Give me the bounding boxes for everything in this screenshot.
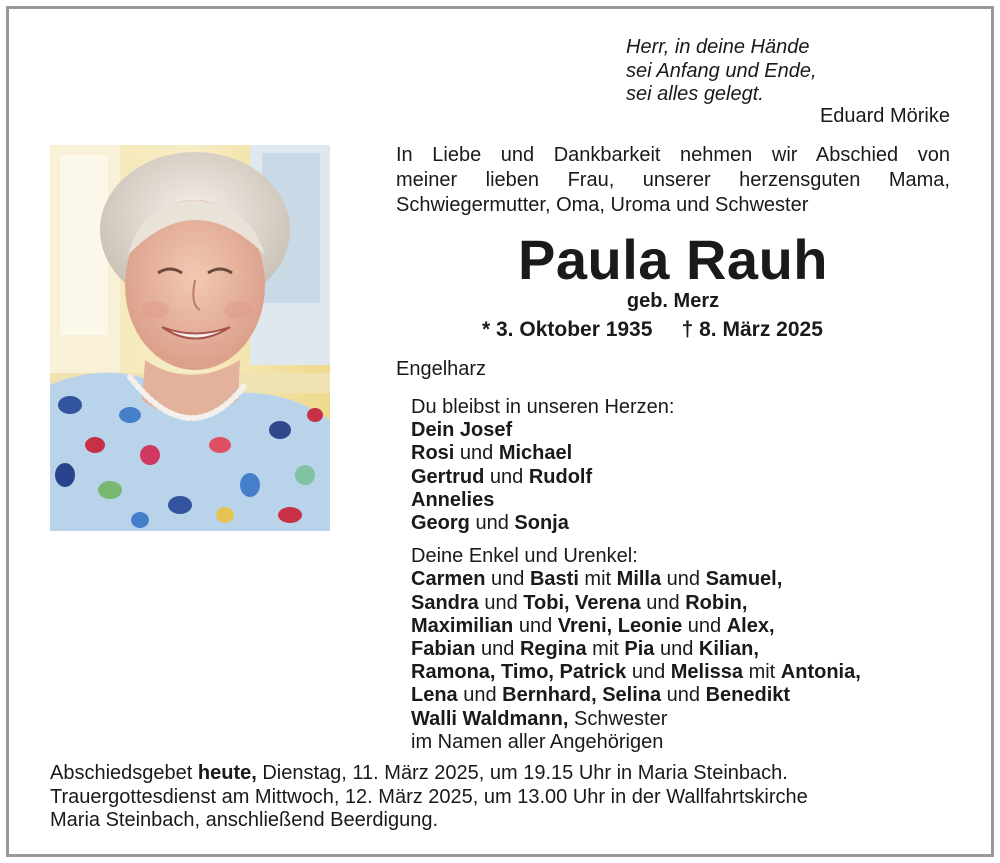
family-line [411, 442, 861, 465]
connector-text: und [661, 684, 706, 707]
connector-text: und [682, 614, 727, 637]
name-text: Sonja [514, 512, 569, 535]
name-text: Maximilian [411, 614, 514, 637]
name-text: Pia [624, 638, 655, 661]
portrait-photo [50, 145, 330, 531]
family-line [411, 466, 861, 489]
connector-text: Abschiedsgebet [50, 762, 198, 784]
quote-line: sei alles gelegt. [626, 83, 764, 105]
intro-line: In Liebe und Dankbarkeit nehmen wir Abschied von [396, 144, 950, 166]
connector-text: Dienstag, 11. März 2025, um 19.15 Uhr in Maria Steinbach. [256, 762, 788, 784]
service-line [50, 762, 950, 786]
name-text: Michael [498, 442, 573, 465]
name-text: Rosi [411, 442, 455, 465]
name-text: heute, [197, 762, 257, 784]
connector-text: und [475, 638, 520, 661]
grandchildren-line [411, 708, 861, 731]
connector-text: und [654, 638, 699, 661]
intro-line: Schwiegermutter, Oma, Uroma und Schwester [396, 194, 809, 216]
connector-text: Maria Steinbach, anschließend Beerdigung. [50, 809, 439, 831]
grandchildren-line [411, 615, 861, 638]
connector-text: Trauergottesdienst am Mittwoch, 12. März 2025, um 13.00 Uhr in der Wallfahrtskirche [50, 785, 808, 808]
life-dates [482, 318, 823, 342]
intro-line: meiner lieben Frau, unserer herzensguten Mama, [396, 169, 950, 191]
connector-text: und [485, 568, 530, 591]
name-text: Sandra [411, 591, 479, 614]
bible-quote [626, 36, 817, 107]
quote-author: Eduard Mörike [819, 105, 950, 127]
name-text: Milla [616, 568, 662, 591]
name-text: Ramona, Timo, Patrick [411, 661, 627, 684]
grandchildren-line [411, 684, 861, 707]
service-info [50, 762, 950, 833]
name-text: Kilian, [698, 638, 759, 661]
name-text: Fabian [411, 638, 476, 661]
connector-text: und [661, 568, 706, 591]
name-text: Antonia, [780, 661, 861, 684]
connector-text: und [478, 591, 524, 614]
name-text: Alex, [726, 614, 775, 637]
name-text: Basti [529, 568, 579, 591]
name-text: Samuel, [705, 568, 783, 591]
name-text: Rudolf [528, 465, 593, 488]
family-line [411, 512, 861, 535]
name-text: Bernhard, Selina [502, 684, 662, 707]
grandchildren-line [411, 568, 861, 591]
maiden-name: geb. Merz [626, 290, 720, 312]
connector-text: mit [578, 568, 617, 591]
deceased-name: Paula Rauh [518, 228, 828, 291]
name-text: Robin, [685, 591, 748, 614]
grandchildren-list [411, 568, 861, 754]
connector-text: und [469, 512, 515, 535]
family-list [411, 419, 861, 535]
mourners-list [411, 396, 861, 754]
grandchildren-line [411, 592, 861, 615]
grandchildren-line [411, 661, 861, 684]
name-text: Carmen [411, 568, 486, 591]
connector-text: mit [586, 638, 625, 661]
family-line [411, 419, 861, 442]
connector-text: und [454, 442, 499, 465]
quote-line: Herr, in deine Hände [626, 36, 810, 58]
name-text: Melissa [670, 661, 744, 684]
connector-text: und [457, 684, 503, 707]
name-text: Dein Josef [411, 419, 513, 442]
connector-text: Schwester [568, 707, 668, 730]
connector-text: und [513, 614, 558, 637]
name-text: Regina [519, 638, 587, 661]
service-line [50, 786, 950, 810]
name-text: Annelies [411, 488, 495, 511]
family-line [411, 489, 861, 512]
name-text: Benedikt [705, 684, 791, 707]
grandchildren-line [411, 638, 861, 661]
grandchildren-heading: Deine Enkel und Urenkel: [411, 545, 638, 568]
death-date: † 8. März 2025 [681, 318, 823, 341]
connector-text: und [626, 661, 671, 684]
name-text: Gertrud [411, 465, 485, 488]
connector-text: und [640, 591, 686, 614]
quote-line: sei Anfang und Ende, [626, 59, 817, 82]
grandchildren-line [411, 731, 861, 754]
mourners-heading: Du bleibst in unseren Herzen: [411, 396, 675, 418]
name-text: Georg [411, 512, 470, 535]
name-text: Vreni, Leonie [557, 614, 683, 637]
hometown: Engelharz [396, 358, 487, 380]
name-text: Tobi, Verena [523, 591, 641, 614]
service-line [50, 809, 950, 833]
name-text: Lena [411, 684, 458, 707]
name-text: Walli Waldmann, [411, 707, 569, 730]
farewell-intro [396, 143, 950, 218]
birth-date: * 3. Oktober 1935 [482, 318, 653, 341]
connector-text: mit [743, 661, 781, 684]
connector-text: im Namen aller Angehörigen [411, 730, 664, 753]
connector-text: und [484, 465, 529, 488]
